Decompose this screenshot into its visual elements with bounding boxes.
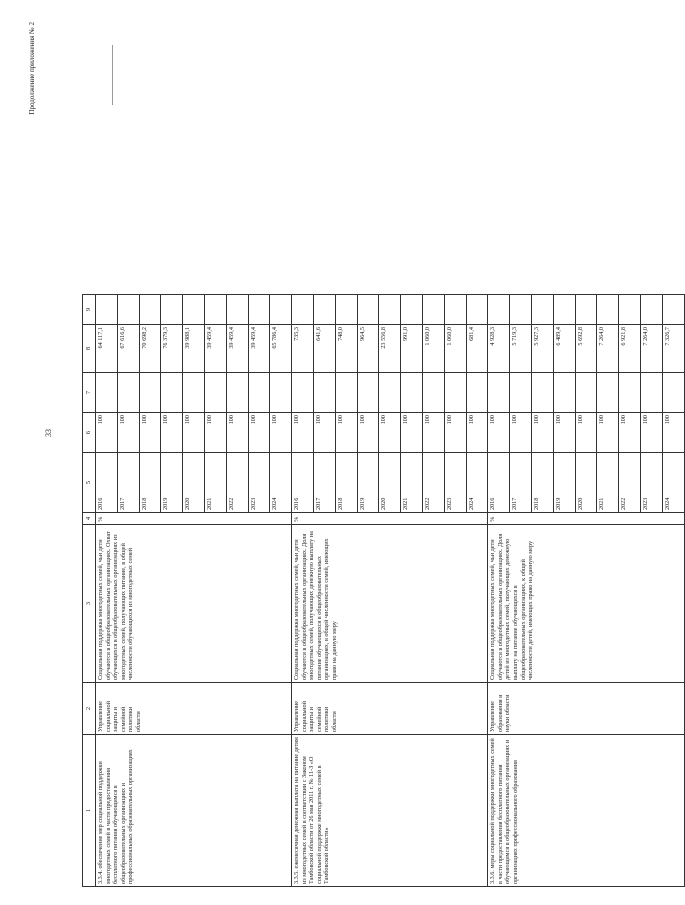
value-cell-6	[575, 373, 597, 413]
value-cell-5: 100	[553, 413, 575, 453]
value-cell-7: 7 264,0	[597, 325, 619, 373]
value-cell-7: 39 459,4	[204, 325, 226, 373]
value-cell-8	[662, 295, 684, 325]
value-cell-8	[575, 295, 597, 325]
value-cell-6	[248, 373, 270, 413]
value-cell-8	[335, 295, 357, 325]
value-cell-7: 1 060,0	[444, 325, 466, 373]
header-row	[83, 295, 96, 887]
value-cell-7: 65 786,4	[270, 325, 292, 373]
year-cell: 2020	[379, 453, 401, 513]
value-cell-6	[640, 373, 662, 413]
value-cell-8	[292, 295, 314, 325]
header-cell: 3	[83, 525, 96, 683]
year-cell: 2017	[313, 453, 335, 513]
year-cell: 2021	[597, 453, 619, 513]
year-cell: 2018	[335, 453, 357, 513]
value-cell-6	[96, 373, 118, 413]
header-cell: 4	[83, 513, 96, 525]
value-cell-6	[226, 373, 248, 413]
year-cell: 2024	[662, 453, 684, 513]
value-cell-5: 100	[662, 413, 684, 453]
value-cell-7: 7 264,0	[640, 325, 662, 373]
year-cell: 2016	[96, 453, 118, 513]
value-cell-5: 100	[466, 413, 488, 453]
header-cell: 1	[83, 735, 96, 887]
value-cell-6	[422, 373, 444, 413]
indicator-cell: Социальная поддержка многодетных семей, чьи дети обучаются в общеобразовательных организациях. Доля многодетных семей, получающих денежную выплату на питание обучающихся в общеобразовательных организациях, в общей численности семей, имеющих право на данную меру	[292, 525, 488, 683]
value-cell-5: 100	[619, 413, 641, 453]
value-cell-7: 6 921,8	[619, 325, 641, 373]
year-cell: 2023	[248, 453, 270, 513]
year-cell: 2019	[161, 453, 183, 513]
value-cell-8	[139, 295, 161, 325]
year-cell: 2021	[401, 453, 423, 513]
value-cell-7: 70 698,2	[139, 325, 161, 373]
value-cell-8	[553, 295, 575, 325]
value-cell-5: 100	[597, 413, 619, 453]
value-cell-8	[510, 295, 532, 325]
value-cell-7: 5 719,3	[510, 325, 532, 373]
year-cell: 2016	[292, 453, 314, 513]
year-cell: 2019	[357, 453, 379, 513]
value-cell-7: 5 927,3	[531, 325, 553, 373]
value-cell-7: 735,3	[292, 325, 314, 373]
value-cell-6	[270, 373, 292, 413]
value-cell-5: 100	[161, 413, 183, 453]
value-cell-8	[488, 295, 510, 325]
year-cell: 2024	[270, 453, 292, 513]
table-row	[292, 295, 314, 887]
value-cell-6	[488, 373, 510, 413]
value-cell-8	[270, 295, 292, 325]
value-cell-5: 100	[226, 413, 248, 453]
value-cell-6	[117, 373, 139, 413]
value-cell-5: 100	[204, 413, 226, 453]
header-cell: 6	[83, 413, 96, 453]
year-cell: 2021	[204, 453, 226, 513]
value-cell-6	[510, 373, 532, 413]
table-row	[488, 295, 510, 887]
value-cell-8	[619, 295, 641, 325]
year-cell: 2018	[139, 453, 161, 513]
value-cell-5: 100	[313, 413, 335, 453]
value-cell-6	[379, 373, 401, 413]
value-cell-5: 100	[248, 413, 270, 453]
measure-cell: 3.3.5. ежемесячная денежная выплата на питание детям из многодетных семей в соответствии с Законом Тамбовской области от 26 мая 2011 г. № 11-З «О социальной поддержке многодетных семей в Тамбовской области»	[292, 735, 488, 887]
unit-cell: %	[292, 513, 488, 525]
value-cell-8	[226, 295, 248, 325]
value-cell-6	[597, 373, 619, 413]
value-cell-5: 100	[640, 413, 662, 453]
value-cell-6	[139, 373, 161, 413]
value-cell-7: 681,4	[466, 325, 488, 373]
value-cell-8	[357, 295, 379, 325]
value-cell-8	[183, 295, 205, 325]
value-cell-7: 1 060,0	[422, 325, 444, 373]
year-cell: 2016	[488, 453, 510, 513]
measure-cell: 3.3.6. меры социальной поддержки многодетных семей в части предоставления бесплатного питания обучающимся в общеобразовательных организациях и организациях профессионального образования	[488, 735, 684, 887]
header-cell: 9	[83, 295, 96, 325]
value-cell-6	[401, 373, 423, 413]
measure-cell: 3.3.4. обеспечение мер социальной поддержки многодетных семей в части предоставления бесплатного питания обучающимся в общеобразовательных организациях и профессиональных образовательных организациях	[96, 735, 292, 887]
value-cell-8	[248, 295, 270, 325]
value-cell-6	[292, 373, 314, 413]
year-cell: 2018	[531, 453, 553, 513]
indicator-cell: Социальная поддержка многодетных семей, чьи дети обучаются в общеобразовательных организациях. Доля детей из многодетных семей, получающих денежную выплату на питание обучающихся в общеобразовательных организациях, к общей численности детей, имеющих право на данную меру	[488, 525, 684, 683]
year-cell: 2019	[553, 453, 575, 513]
value-cell-5: 100	[531, 413, 553, 453]
value-cell-7: 5 692,8	[575, 325, 597, 373]
value-cell-5: 100	[117, 413, 139, 453]
value-cell-7: 7 326,7	[662, 325, 684, 373]
value-cell-5: 100	[357, 413, 379, 453]
value-cell-8	[379, 295, 401, 325]
value-cell-7: 39 459,4	[248, 325, 270, 373]
value-cell-7: 23 556,8	[379, 325, 401, 373]
header-cell: 7	[83, 373, 96, 413]
value-cell-6	[466, 373, 488, 413]
value-cell-5: 100	[292, 413, 314, 453]
value-cell-6	[444, 373, 466, 413]
value-cell-8	[401, 295, 423, 325]
year-cell: 2024	[466, 453, 488, 513]
value-cell-6	[335, 373, 357, 413]
value-cell-8	[161, 295, 183, 325]
header-cell: 2	[83, 683, 96, 735]
value-cell-5: 100	[139, 413, 161, 453]
year-cell: 2017	[117, 453, 139, 513]
value-cell-5: 100	[183, 413, 205, 453]
value-cell-6	[161, 373, 183, 413]
value-cell-8	[313, 295, 335, 325]
value-cell-6	[183, 373, 205, 413]
value-cell-7: 6 489,4	[553, 325, 575, 373]
year-cell: 2023	[444, 453, 466, 513]
unit-cell: %	[96, 513, 292, 525]
header-cell: 8	[83, 325, 96, 373]
year-cell: 2020	[575, 453, 597, 513]
program-table	[82, 294, 685, 887]
page-number: 33	[44, 429, 53, 437]
value-cell-5: 100	[422, 413, 444, 453]
value-cell-7: 748,0	[335, 325, 357, 373]
value-cell-6	[662, 373, 684, 413]
value-cell-6	[313, 373, 335, 413]
year-cell: 2017	[510, 453, 532, 513]
year-cell: 2022	[422, 453, 444, 513]
value-cell-7: 4 928,3	[488, 325, 510, 373]
value-cell-5: 100	[335, 413, 357, 453]
year-cell: 2023	[640, 453, 662, 513]
value-cell-6	[357, 373, 379, 413]
value-cell-7: 67 616,6	[117, 325, 139, 373]
value-cell-8	[422, 295, 444, 325]
value-cell-5: 100	[444, 413, 466, 453]
value-cell-5: 100	[575, 413, 597, 453]
value-cell-7: 76 379,3	[161, 325, 183, 373]
indicator-cell: Социальная поддержка многодетных семей, чьи дети обучаются в общеобразовательных организациях. Охват обучающихся в общеобразовательных организациях из многодетных семей, получающих питание, в общей численности обучающихся из многодетных семей	[96, 525, 292, 683]
value-cell-8	[204, 295, 226, 325]
scan-mark	[112, 45, 113, 105]
value-cell-5: 100	[96, 413, 118, 453]
value-cell-5: 100	[270, 413, 292, 453]
value-cell-5: 100	[510, 413, 532, 453]
value-cell-6	[553, 373, 575, 413]
value-cell-7: 964,5	[357, 325, 379, 373]
value-cell-5: 100	[379, 413, 401, 453]
table-row	[96, 295, 118, 887]
executor-cell: Управление образования и науки области	[488, 683, 684, 735]
value-cell-7: 39 459,4	[226, 325, 248, 373]
executor-cell: Управление социальной защиты и семейной политики области	[96, 683, 292, 735]
value-cell-6	[204, 373, 226, 413]
value-cell-8	[597, 295, 619, 325]
value-cell-8	[117, 295, 139, 325]
value-cell-7: 991,0	[401, 325, 423, 373]
executor-cell: Управление социальной защиты и семейной политики области	[292, 683, 488, 735]
continuation-label: Продолжение приложения № 2	[28, 22, 36, 115]
year-cell: 2022	[226, 453, 248, 513]
value-cell-7: 641,6	[313, 325, 335, 373]
header-cell: 5	[83, 453, 96, 513]
value-cell-8	[531, 295, 553, 325]
value-cell-8	[640, 295, 662, 325]
value-cell-7: 64 117,1	[96, 325, 118, 373]
value-cell-5: 100	[488, 413, 510, 453]
year-cell: 2022	[619, 453, 641, 513]
value-cell-8	[466, 295, 488, 325]
value-cell-8	[96, 295, 118, 325]
value-cell-5: 100	[401, 413, 423, 453]
value-cell-8	[444, 295, 466, 325]
value-cell-6	[531, 373, 553, 413]
year-cell: 2020	[183, 453, 205, 513]
value-cell-6	[619, 373, 641, 413]
unit-cell: %	[488, 513, 684, 525]
value-cell-7: 39 988,1	[183, 325, 205, 373]
